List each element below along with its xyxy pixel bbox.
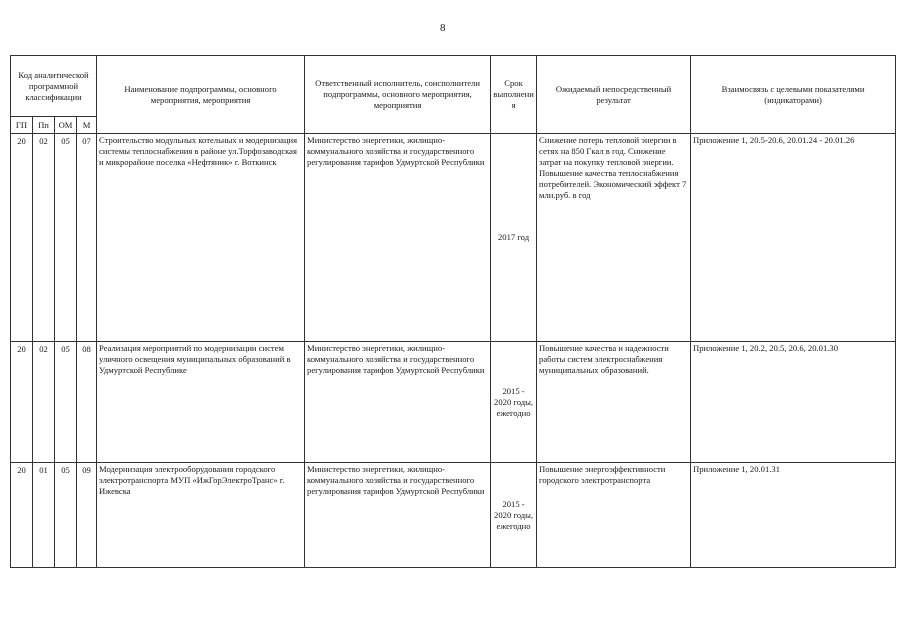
code-om: 05 xyxy=(55,342,77,463)
header-result: Ожидаемый непосредственный результат xyxy=(537,56,691,134)
term: 2015 - 2020 годы, ежегодно xyxy=(491,342,537,463)
expected-result: Повышение качества и надежности работы систем электроснабжения муниципальных образований. xyxy=(537,342,691,463)
activity-name: Реализация мероприятий по модернизации систем уличного освещения муниципальных образований в Удмуртской Республике xyxy=(97,342,305,463)
header-code-om: ОМ xyxy=(55,117,77,134)
header-code-gp: ГП xyxy=(11,117,33,134)
table-row xyxy=(11,463,896,568)
indicator-link: Приложение 1, 20.5-20.6, 20.01.24 - 20.01.26 xyxy=(691,134,896,342)
header-link: Взаимосвязь с целевыми показателями (индикаторами) xyxy=(691,56,896,134)
header-executor: Ответственный исполнитель, соисполнители подпрограммы, основного мероприятия, мероприятия xyxy=(305,56,491,134)
activity-name: Модернизация электрооборудования городского электротранспорта МУП «ИжГорЭлектроТранс» г. Ижевска xyxy=(97,463,305,568)
activity-name: Строительство модульных котельных и модернизация системы теплоснабжения в районе ул.Торфозаводская и микрорайоне поселка «Нефтяник» г. Воткинск xyxy=(97,134,305,342)
code-om: 05 xyxy=(55,463,77,568)
table-row xyxy=(11,342,896,463)
table-row xyxy=(11,134,896,342)
code-m: 07 xyxy=(77,134,97,342)
header-code-m: М xyxy=(77,117,97,134)
header-term: Срок выполнения xyxy=(491,56,537,134)
program-table xyxy=(10,55,896,568)
code-pp: 01 xyxy=(33,463,55,568)
code-gp: 20 xyxy=(11,342,33,463)
header-row xyxy=(11,56,896,117)
indicator-link: Приложение 1, 20.01.31 xyxy=(691,463,896,568)
code-m: 08 xyxy=(77,342,97,463)
expected-result: Повышение энергоэффективности городского электротранспорта xyxy=(537,463,691,568)
executor: Министерство энергетики, жилищно-коммунального хозяйства и государственного регулирования тарифов Удмуртской Республики xyxy=(305,342,491,463)
term: 2015 - 2020 годы, ежегодно xyxy=(491,463,537,568)
code-om: 05 xyxy=(55,134,77,342)
code-pp: 02 xyxy=(33,134,55,342)
code-gp: 20 xyxy=(11,134,33,342)
code-m: 09 xyxy=(77,463,97,568)
executor: Министерство энергетики, жилищно-коммунального хозяйства и государственного регулирования тарифов Удмуртской Республики xyxy=(305,134,491,342)
executor: Министерство энергетики, жилищно-коммунального хозяйства и государственного регулирования тарифов Удмуртской Республики xyxy=(305,463,491,568)
header-code-pp: Пп xyxy=(33,117,55,134)
code-gp: 20 xyxy=(11,463,33,568)
expected-result: Снижение потерь тепловой энергии в сетях на 850 Гкал в год. Снижение затрат на покупку тепловой энергии. Повышение качества теплоснабжения потребителей. Экономический эффект 7 млн.руб. в год xyxy=(537,134,691,342)
header-code-group: Код аналитической программной классификации xyxy=(11,56,97,117)
term: 2017 год xyxy=(491,134,537,342)
header-name: Наименование подпрограммы, основного мероприятия, мероприятия xyxy=(97,56,305,134)
page-number: 8 xyxy=(440,22,446,34)
indicator-link: Приложение 1, 20.2, 20.5, 20.6, 20.01.30 xyxy=(691,342,896,463)
code-pp: 02 xyxy=(33,342,55,463)
